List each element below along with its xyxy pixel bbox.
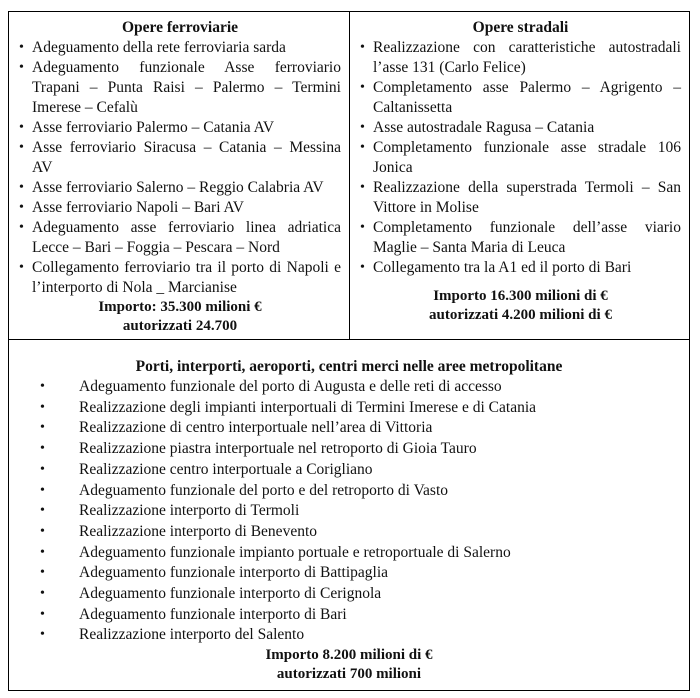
- list-item: • Realizzazione con caratteristiche autostradali l’asse 131 (Carlo Felice): [360, 38, 681, 78]
- list-item: • Asse autostradale Ragusa – Catania: [360, 118, 681, 138]
- list-item: • Completamento asse Palermo – Agrigento – Caltanissetta: [360, 78, 681, 118]
- list-item: • Adeguamento funzionale del porto e del retroporto di Vasto: [69, 481, 679, 502]
- list-item: • Realizzazione della superstrada Termoli – San Vittore in Molise: [360, 178, 681, 218]
- list-item: • Adeguamento della rete ferroviaria sarda: [19, 38, 341, 58]
- opere-ferroviarie-autorizzati: autorizzati 24.700: [122, 318, 238, 334]
- opere-stradali-autorizzati: autorizzati 4.200 milioni di €: [429, 307, 612, 323]
- opere-ferroviarie-list: [19, 38, 341, 298]
- list-item: • Completamento funzionale asse stradale 106 Jonica: [360, 138, 681, 178]
- list-item: • Asse ferroviario Salerno – Reggio Calabria AV: [19, 178, 341, 198]
- porti-interporti-list: [19, 377, 679, 646]
- list-item: • Realizzazione interporto di Termoli: [69, 501, 679, 522]
- list-item: • Adeguamento funzionale del porto di Augusta e delle reti di accesso: [69, 377, 679, 398]
- top-row: [9, 12, 689, 340]
- opere-stradali-title: Opere stradali: [472, 19, 569, 36]
- opere-stradali-list: [360, 38, 681, 278]
- list-item: • Collegamento tra la A1 ed il porto di Bari: [360, 258, 681, 278]
- list-item: • Realizzazione interporto di Benevento: [69, 522, 679, 543]
- list-item: • Realizzazione di centro interportuale nell’area di Vittoria: [69, 418, 679, 439]
- list-item: • Asse ferroviario Siracusa – Catania – Messina AV: [19, 138, 341, 178]
- list-item: • Realizzazione piastra interportuale nel retroporto di Gioia Tauro: [69, 439, 679, 460]
- list-item: • Realizzazione degli impianti interportuali di Termini Imerese e di Catania: [69, 398, 679, 419]
- list-item: • Adeguamento funzionale impianto portuale e retroportuale di Salerno: [69, 543, 679, 564]
- list-item: • Collegamento ferroviario tra il porto di Napoli e l’interporto di Nola _ Marcianise: [19, 258, 341, 298]
- list-item: • Asse ferroviario Napoli – Bari AV: [19, 198, 341, 218]
- list-item: • Adeguamento funzionale interporto di Bari: [69, 605, 679, 626]
- porti-interporti-cell: [9, 340, 689, 690]
- opere-ferroviarie-importo: Importo: 35.300 milioni €: [98, 299, 262, 315]
- porti-interporti-importo: Importo 8.200 milioni di €: [265, 647, 433, 664]
- list-item: • Adeguamento funzionale interporto di Battipaglia: [69, 563, 679, 584]
- opere-ferroviarie-title: Opere ferroviarie: [121, 19, 239, 36]
- porti-interporti-autorizzati: autorizzati 700 milioni: [276, 666, 422, 683]
- opere-stradali-cell: [350, 12, 689, 339]
- list-item: • Adeguamento asse ferroviario linea adriatica Lecce – Bari – Foggia – Pescara – Nord: [19, 218, 341, 258]
- infrastructure-table: [8, 11, 690, 691]
- list-item: • Adeguamento funzionale Asse ferroviario Trapani – Punta Raisi – Palermo – Termini Imerese – Cefalù: [19, 58, 341, 118]
- porti-interporti-title: Porti, interporti, aeroporti, centri merci nelle aree metropolitane: [135, 358, 563, 375]
- opere-stradali-importo: Importo 16.300 milioni di €: [433, 288, 608, 304]
- list-item: • Adeguamento funzionale interporto di Cerignola: [69, 584, 679, 605]
- opere-ferroviarie-cell: [9, 12, 350, 339]
- list-item: • Asse ferroviario Palermo – Catania AV: [19, 118, 341, 138]
- list-item: • Completamento funzionale dell’asse viario Maglie – Santa Maria di Leuca: [360, 218, 681, 258]
- list-item: • Realizzazione interporto del Salento: [69, 625, 679, 646]
- list-item: • Realizzazione centro interportuale a Corigliano: [69, 460, 679, 481]
